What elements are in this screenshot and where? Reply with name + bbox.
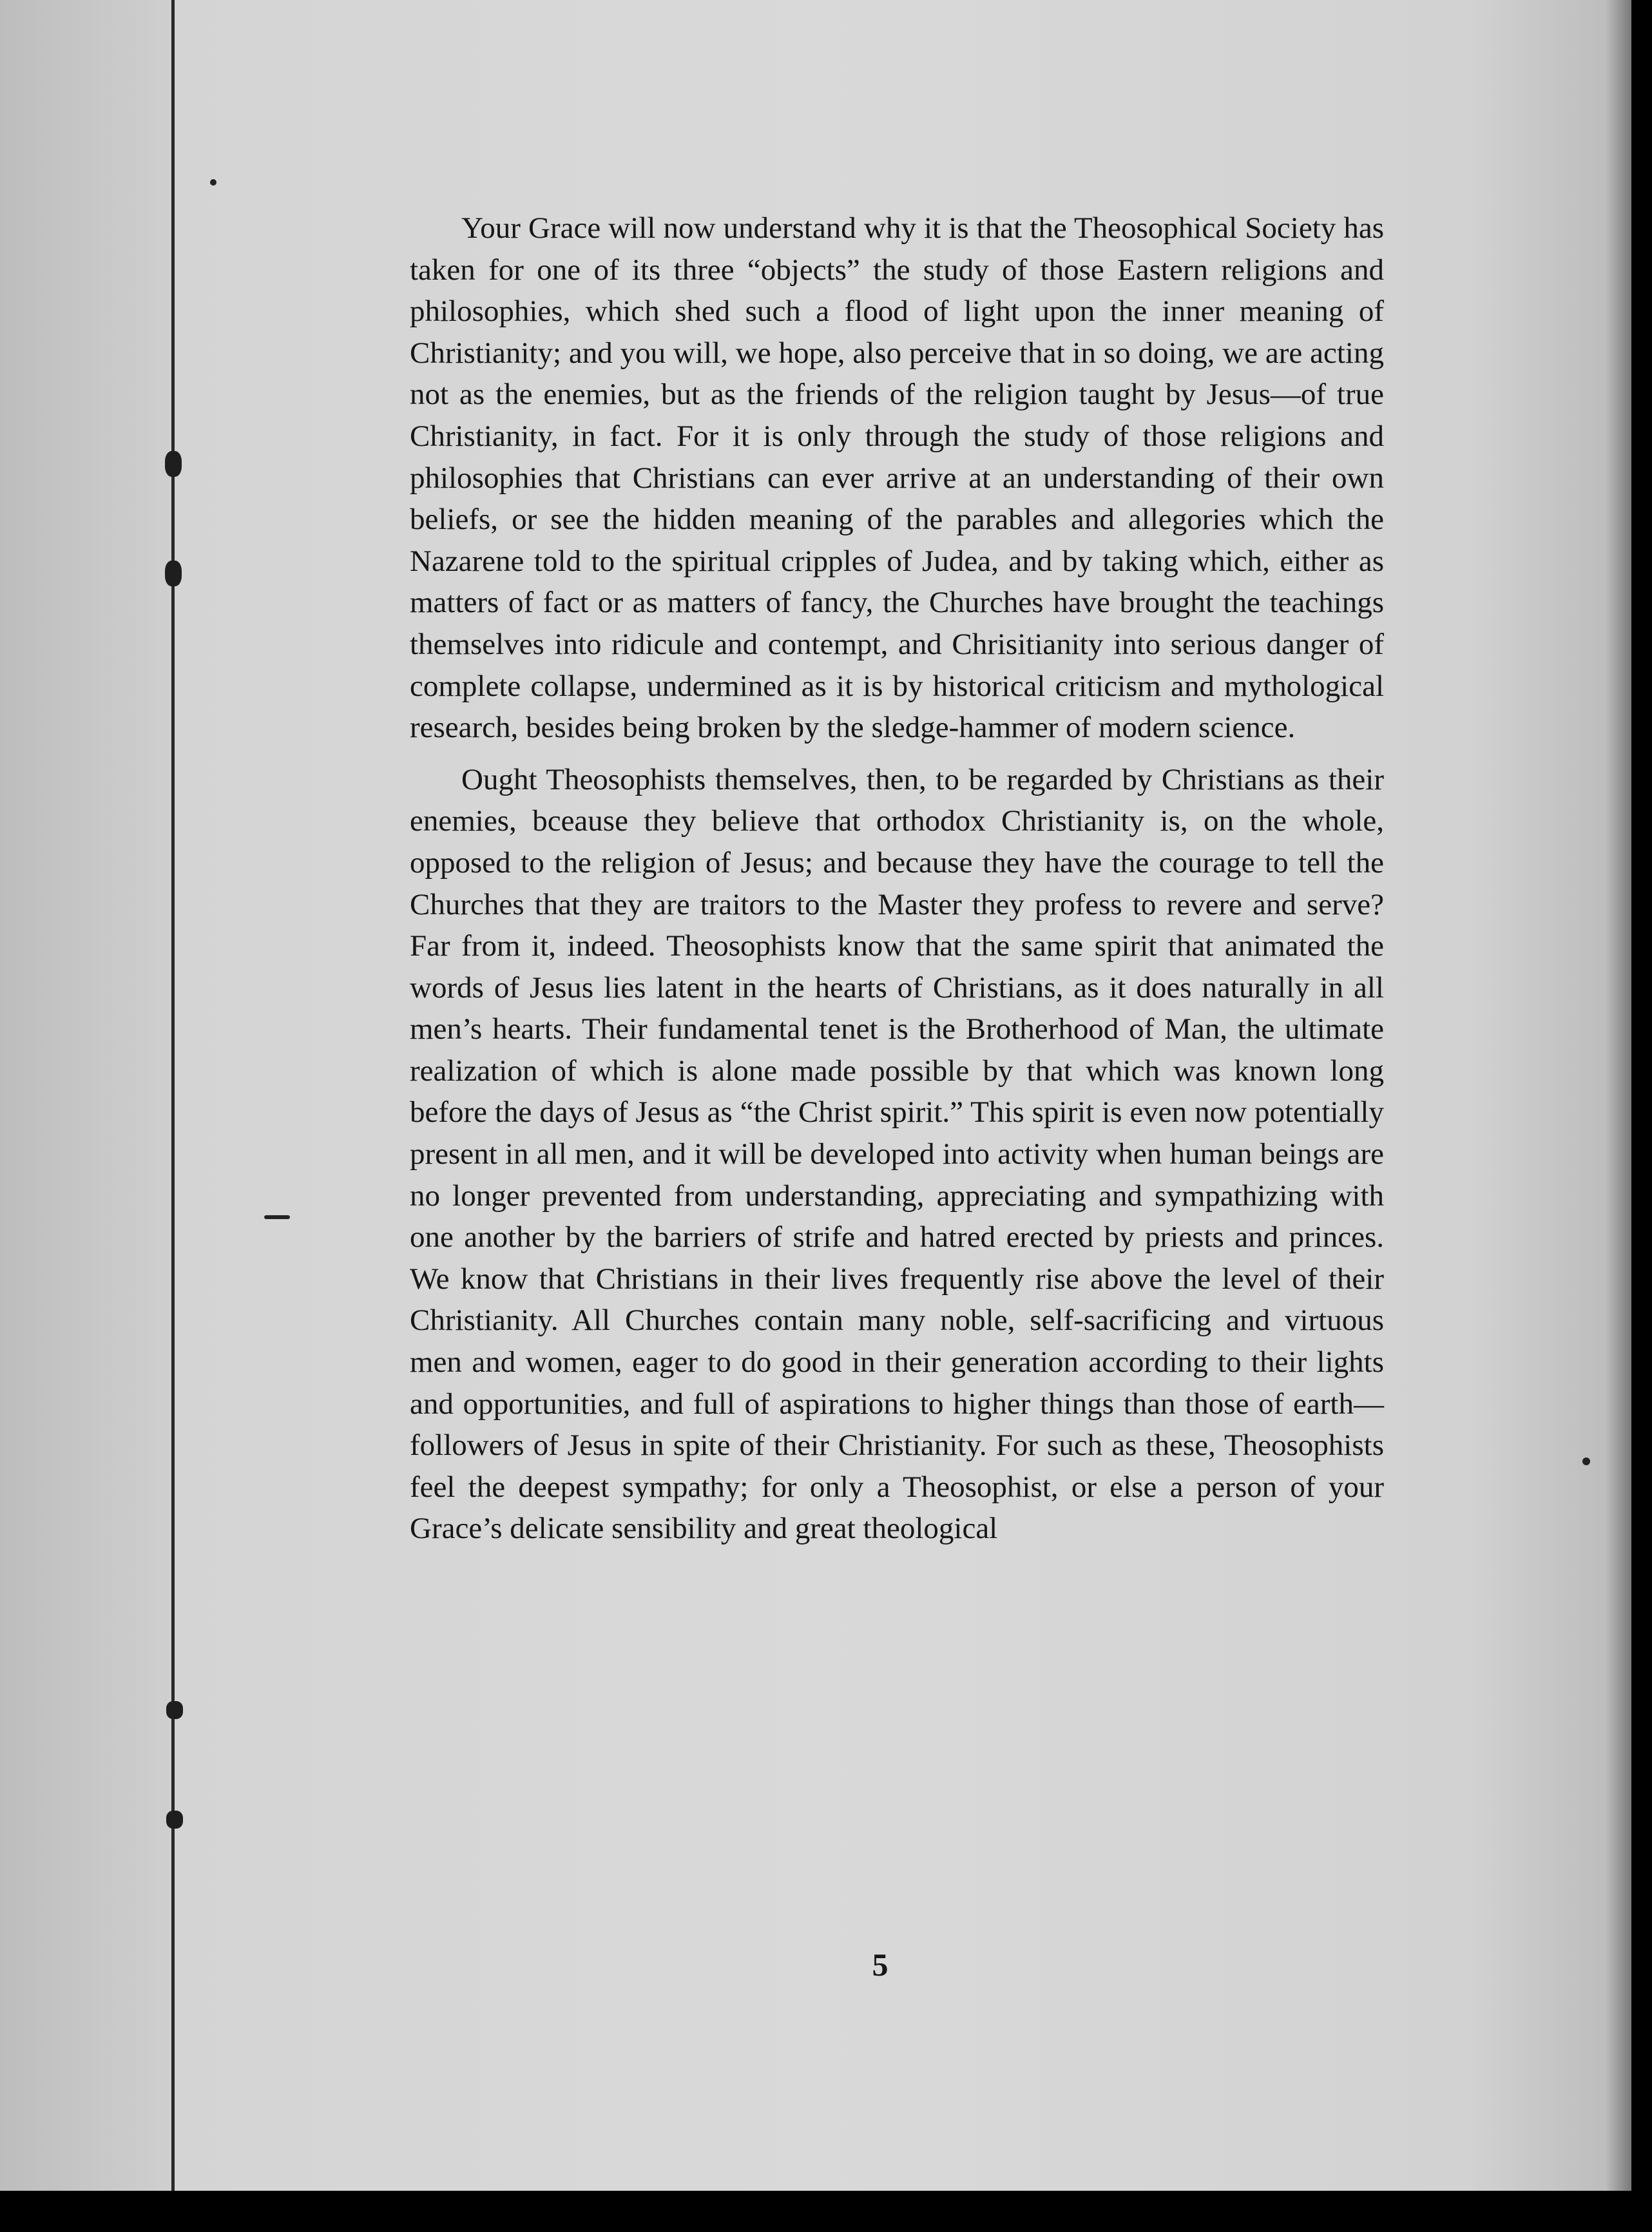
scan-speck: [210, 179, 216, 186]
binding-stitch: [166, 1811, 183, 1829]
binding-spine: [171, 0, 175, 2191]
scan-speck: [1582, 1458, 1590, 1465]
binding-stitch: [165, 451, 182, 477]
paragraph-1: Your Grace will now understand why it is that the Theosophical Society has taken for one of its three “objects” the study of those Eastern religions and philosophies, which shed such a flood of light upon the inner meaning of Christianity; and you will, we hope, also perceive that in so doing, we are acting not as the enemies, but as the friends of the religion taught by Jesus—of true Christianity, in fact. For it is only through the study of those religions and philosophies that Christians can ever arrive at an understanding of their own beliefs, or see the hidden meaning of the parables and allegories which the Nazarene told to the spiritual cripples of Judea, and by taking which, either as matters of fact or as matters of fancy, the Churches have brought the teachings themselves into ridicule and contempt, and Chrisitianity into serious danger of complete collapse, undermined as it is by historical criticism and mythological research, besides being broken by the sledge-hammer of modern science.: [410, 211, 1384, 745]
page-number: 5: [872, 1947, 888, 1983]
body-text: [410, 207, 1384, 1560]
binding-stitch: [166, 1701, 183, 1719]
page-edge-shadow: [1606, 0, 1631, 2191]
scan-speck: [264, 1215, 290, 1219]
binding-stitch: [165, 561, 182, 586]
binding-margin: [0, 0, 171, 2191]
paragraph-2: Ought Theosophists themselves, then, to be regarded by Christians as their enemies, bceause they believe that orthodox Christianity is, on the whole, opposed to the religion of Jesus; and because they have the courage to tell the Churches that they are traitors to the Master they profess to revere and serve? Far from it, indeed. Theosophists know that the same spirit that animated the words of Jesus lies latent in the hearts of Christians, as it does naturally in all men’s hearts. Their fundamental tenet is the Brotherhood of Man, the ultimate realization of which is alone made possible by that which was known long before the days of Jesus as “the Christ spirit.” This spirit is even now potentially present in all men, and it will be developed into activity when human beings are no longer prevented from understanding, appreciating and sympathizing with one another by the barriers of strife and hatred erected by priests and princes. We know that Christians in their lives frequently rise above the level of their Christianity. All Churches contain many noble, self-sacrificing and virtuous men and women, eager to do good in their generation according to their lights and opportunities, and full of aspirations to higher things than those of earth—followers of Jesus in spite of their Christianity. For such as these, Theosophists feel the deepest sympathy; for only a Theosophist, or else a person of your Grace’s delicate sensibility and great theological: [410, 762, 1384, 1546]
